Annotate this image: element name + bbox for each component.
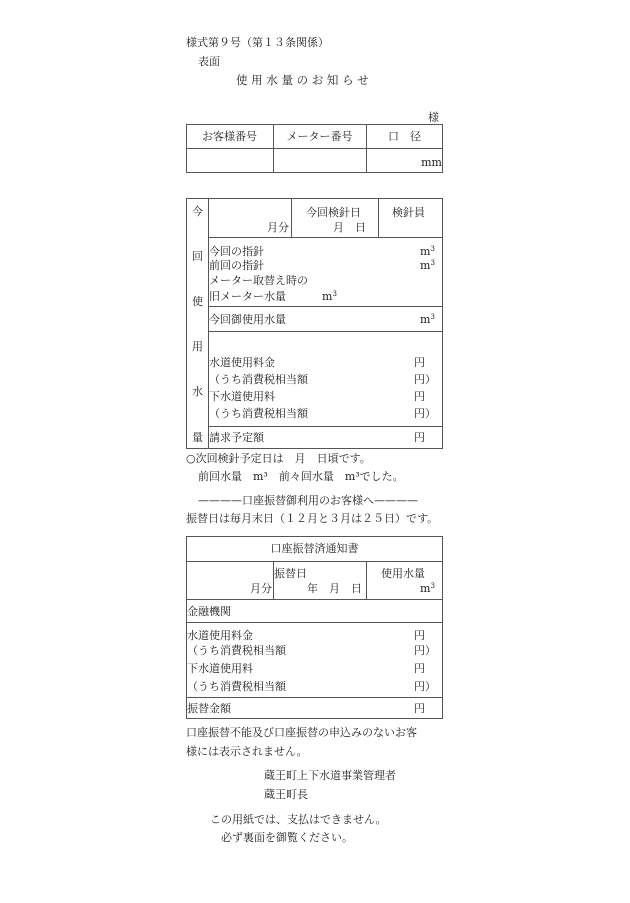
yen: 円） [414,644,436,657]
page-title: 使 用 水 量 の お 知 ら せ [236,73,369,87]
yen: 円） [414,373,436,386]
inspector-label: 検針員 [392,206,425,219]
transfer-amount-label: 振替金額 [187,702,231,715]
month-label: 月分 [267,221,289,234]
yen: 円） [414,680,436,693]
honorific: 様 [428,111,439,124]
transfer-date-notice: 振替日は毎月末日（１２月と３月は２５日）です。 [186,512,439,525]
note-line-2: 様には表示されません。 [186,745,308,758]
issuer-line-1: 蔵王町上下水道事業管理者 [264,769,396,782]
note-line-1: 口座振替不能及び口座振替の申込みのないお客 [186,726,417,739]
sewer-fee-label: 下水道使用料 [209,390,275,403]
water-tax-label: （うち消費税相当額 [187,644,286,657]
current-reading-label: 今回の指針 [209,245,264,258]
transfer-heading: ————口座振替御利用のお客様へ———— [198,494,418,507]
reading-date-value: 月 日 [333,221,366,234]
transfer-table-title: 口座振替済通知書 [270,542,359,555]
yen: 円 [414,356,425,369]
next-reading-notice: ○次回検針予定日は 月 日頃です。 [186,452,371,465]
billing-label: 請求予定額 [209,431,264,444]
warning-line-2: 必ず裏面を御覧ください。 [221,831,353,844]
sewer-tax-label: （うち消費税相当額 [187,680,286,693]
previous-reading-label: 前回の指針 [209,259,264,272]
transfer-date-label: 振替日 [274,567,307,580]
prev-usage-notice: 前回水量 m³ 前々回水量 m³でした。 [198,470,404,483]
water-fee-label: 水道使用料金 [187,629,253,642]
form-number: 様式第９号（第１３条関係） [186,36,329,49]
customer-number-header: お客様番号 [202,130,257,143]
yen: 円 [414,390,425,403]
meter-replace-label: メーター取替え時の [209,274,308,287]
usage-label: 使用水量 [381,567,425,580]
sewer-fee-label: 下水道使用料 [187,662,253,675]
side-label-char: 今 [192,205,203,218]
side-label-char: 水 [192,385,203,398]
meter-number-header: メーター番号 [286,130,353,143]
side-label-char: 使 [192,295,203,308]
water-tax-label: （うち消費税相当額 [209,373,308,386]
old-meter-label: 旧メーター水量 [209,290,286,303]
sewer-tax-label: （うち消費税相当額 [209,407,308,420]
issuer-line-2: 蔵王町長 [264,788,308,801]
yen: 円 [414,662,425,675]
side-label-char: 用 [192,340,203,353]
side-label-char: 回 [192,250,203,263]
yen: 円 [414,431,425,444]
unit: m [420,582,431,595]
diameter-unit: mm [421,156,442,169]
month-label: 月分 [250,582,272,595]
warning-line-1: この用紙では、支払はできません。 [210,813,387,826]
yen: 円 [414,629,425,642]
this-usage-label: 今回御使用水量 [209,313,286,326]
reading-date-label: 今回検針日 [306,206,361,219]
unit: m [420,245,431,258]
diameter-header: 口 径 [388,130,421,143]
yen: 円） [414,407,436,420]
unit: m [420,313,431,326]
unit: m [420,259,431,272]
transfer-date-value: 年 月 日 [307,582,362,595]
bank-label: 金融機関 [187,605,231,618]
side-label-char: 量 [192,431,203,444]
unit: m [322,290,333,303]
water-fee-label: 水道使用料金 [209,356,275,369]
side-label: 表面 [198,55,220,68]
yen: 円 [414,702,425,715]
